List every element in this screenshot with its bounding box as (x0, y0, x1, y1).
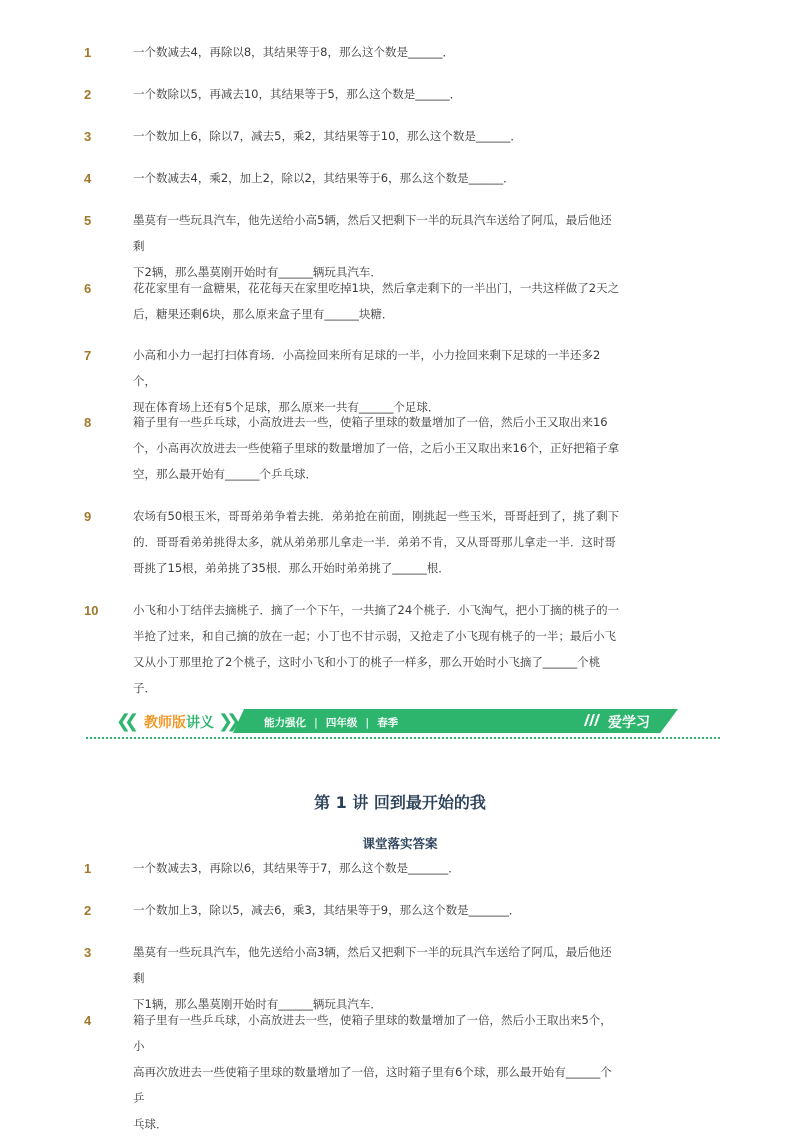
banner-sub-grade: 四年级 (325, 717, 358, 729)
problem-line: 一个数除以5，再减去10，其结果等于5，那么这个数是______． (133, 87, 462, 101)
problem-line: 空，那么最开始有______个乒乓球． (133, 467, 317, 481)
problem-number: 1 (84, 45, 92, 60)
problem-line: 一个数加上3，除以5，减去6，乘3，其结果等于9，那么这个数是_______． (133, 903, 521, 917)
problem-line: 墨莫有一些玩具汽车，他先送给小高5辆，然后又把剩下一半的玩具汽车送给了阿瓜，最后他还剩 (133, 213, 612, 253)
problem-line: 小飞和小丁结伴去摘桃子．摘了一个下午，一共摘了24个桃子．小飞淘气，把小丁摘的桃子的一 (133, 603, 620, 617)
banner-separator: | (314, 717, 318, 729)
problem-line: 箱子里有一些乒乓球，小高放进去一些，使箱子里球的数量增加了一倍，然后小王又取出来16 (133, 415, 608, 429)
problem-line: 现在体育场上还有5个足球，那么原来一共有______个足球． (133, 400, 440, 414)
brand-leaf-icon (582, 713, 602, 727)
problem-number: 8 (84, 415, 92, 430)
problem-text (133, 39, 623, 65)
section-title: 课堂落实答案 (362, 836, 438, 851)
problem-line: 半抢了过来，和自己摘的放在一起；小丁也不甘示弱，又抢走了小飞现有桃子的一半；最后小飞 (133, 629, 616, 643)
problem-text (133, 81, 623, 107)
problem-line: 后，糖果还剩6块，那么原来盒子里有______块糖． (133, 307, 394, 321)
header-banner (86, 709, 720, 740)
problem-line: 小高和小力一起打扫体育场．小高捡回来所有足球的一半，小力捡回来剩下足球的一半还多2个， (133, 348, 601, 388)
banner-title (144, 712, 214, 732)
problem-text (133, 165, 623, 191)
problem-text (133, 409, 623, 487)
problem-number: 1 (84, 861, 92, 876)
problem-number: 6 (84, 281, 92, 296)
problem-line: 乓球． (133, 1117, 168, 1131)
problem-number: 9 (84, 509, 92, 524)
banner-title-part2: 讲义 (186, 715, 214, 731)
problem-line: 一个数减去4，乘2，加上2，除以2，其结果等于6，那么这个数是______． (133, 171, 515, 185)
problem-line: 花花家里有一盒糖果，花花每天在家里吃掉1块，然后拿走剩下的一半出门，一共这样做了2天之 (133, 281, 620, 295)
problem-number: 10 (84, 603, 99, 618)
problem-line: 的．哥哥看弟弟挑得太多，就从弟弟那儿拿走一半．弟弟不肯，又从哥哥那儿拿走一半．这时哥 (133, 535, 616, 549)
problem-number: 7 (84, 348, 92, 363)
double-chevron-right-icon: ❯❯ (218, 711, 235, 732)
banner-separator: | (365, 717, 370, 729)
problem-line: 下1辆，那么墨莫刚开始时有______辆玩具汽车． (133, 997, 382, 1011)
problem-number: 3 (84, 129, 92, 144)
problem-text (133, 503, 623, 581)
banner-subtitle (264, 715, 398, 730)
problem-line: 农场有50根玉米，哥哥弟弟争着去挑．弟弟抢在前面，刚挑起一些玉米，哥哥赶到了，挑了剩下 (133, 509, 620, 523)
problem-line: 又从小丁那里抢了2个桃子，这时小飞和小丁的桃子一样多，那么开始时小飞摘了______个桃子． (133, 655, 601, 695)
banner-sub-level: 能力强化 (264, 717, 306, 729)
problem-text (133, 939, 623, 1017)
lesson-title: 第 1 讲 回到最开始的我 (314, 793, 486, 812)
problem-number: 5 (84, 213, 92, 228)
problem-text (133, 275, 623, 327)
banner-dotted-divider (86, 737, 720, 739)
brand-logo (582, 712, 650, 732)
problem-text (133, 597, 623, 701)
problem-text (133, 1007, 623, 1137)
problem-line: 个，小高再次放进去一些使箱子里球的数量增加了一倍，之后小王又取出来16个，正好把箱子拿 (133, 441, 620, 455)
problem-text (133, 207, 623, 285)
brand-name: 爱学习 (608, 715, 650, 731)
problem-text (133, 897, 623, 923)
problem-number: 2 (84, 903, 92, 918)
problem-number: 4 (84, 1013, 92, 1028)
problem-line: 一个数减去4，再除以8，其结果等于8，那么这个数是______． (133, 45, 454, 59)
problem-line: 墨莫有一些玩具汽车，他先送给小高3辆，然后又把剩下一半的玩具汽车送给了阿瓜，最后他还剩 (133, 945, 612, 985)
problem-line: 一个数减去3，再除以6，其结果等于7，那么这个数是_______． (133, 861, 460, 875)
problem-number: 3 (84, 945, 92, 960)
problem-line: 箱子里有一些乒乓球，小高放进去一些，使箱子里球的数量增加了一倍，然后小王取出来5个，小 (133, 1013, 612, 1053)
problem-text (133, 123, 623, 149)
problem-line: 一个数加上6，除以7，减去5，乘2，其结果等于10，那么这个数是______． (133, 129, 522, 143)
problem-number: 4 (84, 171, 92, 186)
banner-title-part1: 教师版 (144, 715, 186, 731)
banner-sub-term: 春季 (377, 717, 399, 729)
problem-line: 下2辆，那么墨莫刚开始时有______辆玩具汽车． (133, 265, 382, 279)
problem-text (133, 855, 623, 881)
problem-number: 2 (84, 87, 92, 102)
double-chevron-left-icon: ❮❮ (116, 711, 133, 732)
problem-line: 哥挑了15根，弟弟挑了35根．那么开始时弟弟挑了______根． (133, 561, 450, 575)
problem-line: 高再次放进去一些使箱子里球的数量增加了一倍，这时箱子里有6个球，那么最开始有______个乒 (133, 1065, 612, 1105)
